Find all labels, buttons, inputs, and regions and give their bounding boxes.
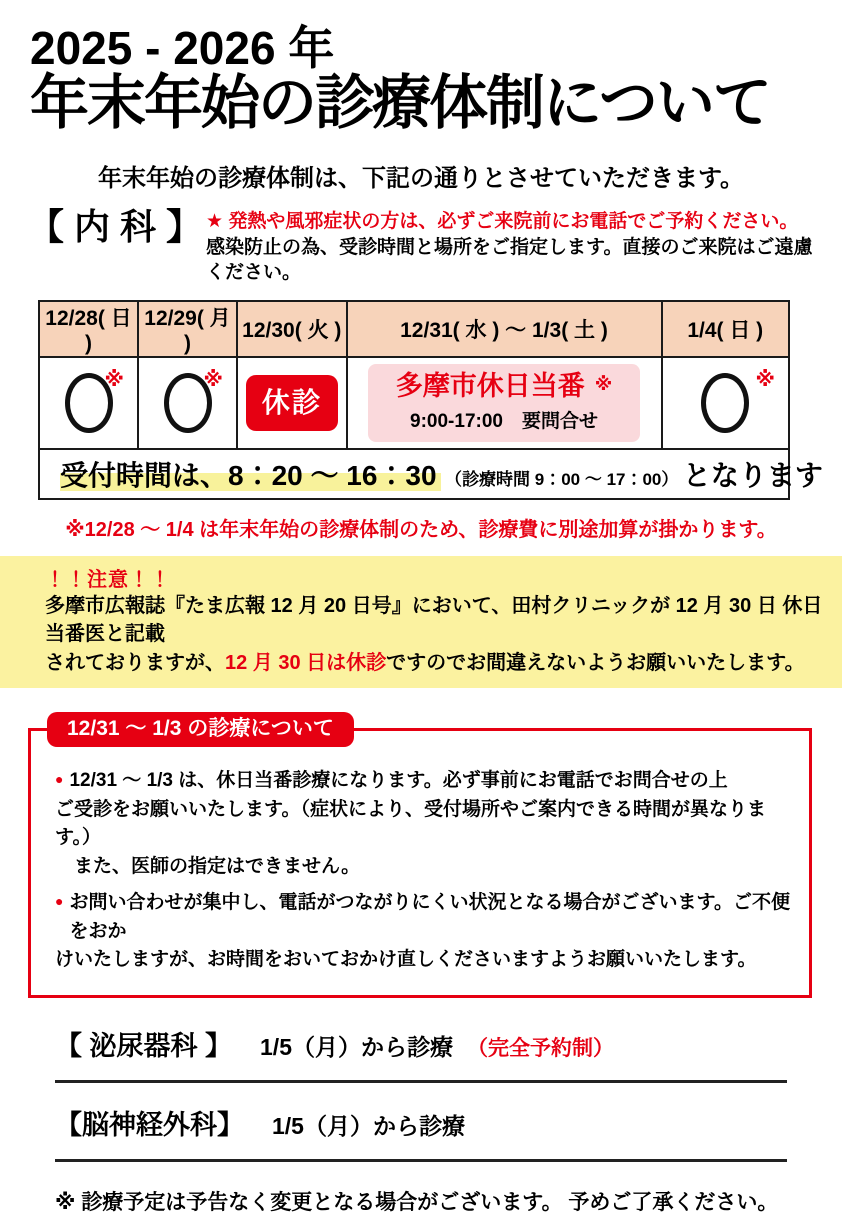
caution-line-2-suffix: ですのでお間違えないようお願いいたします。 bbox=[386, 651, 805, 674]
dept-neurosurgery-label: 【脳神経外科】 bbox=[55, 1109, 244, 1140]
dept-row-neurosurgery bbox=[55, 1103, 787, 1142]
header-cell-1228: 12/28( 日 ) bbox=[39, 301, 138, 357]
info-box-tab: 12/31 ～ 1/3 の診療について bbox=[47, 712, 354, 747]
caution-line-1: 多摩市広報誌『たま広報 12 月 20 日号』において、田村クリニックが 12 月 30 日 休日当番医と記載 bbox=[45, 594, 823, 646]
final-note: ※ 診療予定は予告なく変更となる場合がございます。 予めご了承ください。 bbox=[55, 1190, 779, 1214]
cell-0104 bbox=[662, 357, 790, 449]
clinic-hours: （診療時間 9：00 ～ 17：00） bbox=[445, 469, 679, 489]
cell-1230 bbox=[237, 357, 347, 449]
asterisk-icon: ※ bbox=[104, 368, 124, 391]
toban-box bbox=[368, 364, 640, 442]
naika-warning-red: ★ 発熱や風邪症状の方は、必ずご来院前にお電話でご予約ください。 bbox=[206, 211, 799, 233]
open-circle-icon bbox=[701, 373, 749, 433]
bullet-icon: ● bbox=[55, 771, 64, 788]
caution-heading: ！！注意！！ bbox=[45, 568, 171, 591]
header-cell-1230: 12/30( 火 ) bbox=[237, 301, 347, 357]
toban-title: 多摩市休日当番 bbox=[395, 371, 585, 402]
caution-line-2 bbox=[45, 649, 828, 677]
dept-urology-schedule: 1/5（月）から診療 bbox=[260, 1033, 453, 1060]
closed-badge: 休診 bbox=[246, 375, 338, 431]
page-title: 年末年始の診療体制について bbox=[30, 70, 770, 137]
schedule-header-row bbox=[39, 301, 789, 357]
schedule-body-row bbox=[39, 357, 789, 449]
header-cell-0104: 1/4( 日 ) bbox=[662, 301, 790, 357]
dept-neurosurgery-schedule: 1/5（月）から診療 bbox=[272, 1112, 465, 1139]
bullet-icon: ● bbox=[55, 893, 64, 910]
naika-section bbox=[28, 207, 824, 286]
title-year: 2025 - 2026 年 bbox=[30, 22, 335, 74]
surcharge-note: ※12/28 ～ 1/4 は年末年始の診療体制のため、診療費に別途加算が掛かります。 bbox=[65, 518, 777, 541]
bullet-1-line-1: 12/31 ～ 1/3 は、休日当番診療になります。必ず事前にお電話でお問合せの上 bbox=[69, 770, 728, 792]
divider bbox=[55, 1159, 787, 1162]
subtitle: 年末年始の診療体制は、下記の通りとさせていただきます。 bbox=[97, 165, 745, 193]
bullet-2-line-1: お問い合わせが集中し、電話がつながりにくい状況となる場合がございます。ご不便をおか bbox=[69, 892, 790, 942]
reception-hours-cell bbox=[39, 449, 823, 499]
cell-1231-0103 bbox=[347, 357, 662, 449]
bullet-2-line-2: けいたしますが、お時間をおいておかけ直しくださいますようお願いいたします。 bbox=[55, 949, 757, 971]
bullet-1 bbox=[55, 767, 791, 796]
reception-hours: 受付時間は、8：20 ～ 16：30 bbox=[60, 460, 441, 491]
naika-warnings bbox=[206, 207, 824, 286]
schedule-table bbox=[38, 300, 823, 500]
asterisk-icon: ※ bbox=[755, 368, 775, 391]
caution-line-2-prefix: されておりますが、 bbox=[45, 651, 225, 674]
header-cell-1231-0103: 12/31( 水 ) ～ 1/3( 土 ) bbox=[347, 301, 662, 357]
toban-hours: 9:00-17:00 要問合せ bbox=[410, 410, 598, 432]
title-block bbox=[0, 0, 842, 136]
department-section bbox=[55, 1024, 787, 1216]
reception-hours-tail: となります bbox=[682, 459, 823, 491]
cell-1229 bbox=[138, 357, 237, 449]
holiday-duty-info-box bbox=[28, 717, 812, 998]
dept-urology-note: （完全予約制） bbox=[467, 1036, 614, 1060]
caution-line-2-red: 12 月 30 日は休診 bbox=[225, 651, 387, 674]
bullet-1-line-2: ご受診をお願いいたします。（症状により、受付場所やご案内できる時間が異なります。） bbox=[55, 798, 766, 849]
cell-1228 bbox=[39, 357, 138, 449]
naika-label: 【 内 科 】 bbox=[28, 206, 203, 248]
divider bbox=[55, 1080, 787, 1083]
naika-warning-black: 感染防止の為、受診時間と場所をご指定します。直接のご来院はご遠慮ください。 bbox=[206, 236, 813, 284]
toban-title-row bbox=[384, 372, 624, 402]
asterisk-icon: ※ bbox=[594, 374, 613, 395]
schedule-footer-row bbox=[39, 449, 789, 499]
caution-box bbox=[0, 556, 842, 688]
bullet-1-line-3: また、医師の指定はできません。 bbox=[55, 855, 361, 877]
dept-urology-label: 【 泌尿器科 】 bbox=[55, 1030, 233, 1061]
header-cell-1229: 12/29( 月 ) bbox=[138, 301, 237, 357]
bullet-2 bbox=[55, 889, 791, 946]
asterisk-icon: ※ bbox=[203, 368, 223, 391]
